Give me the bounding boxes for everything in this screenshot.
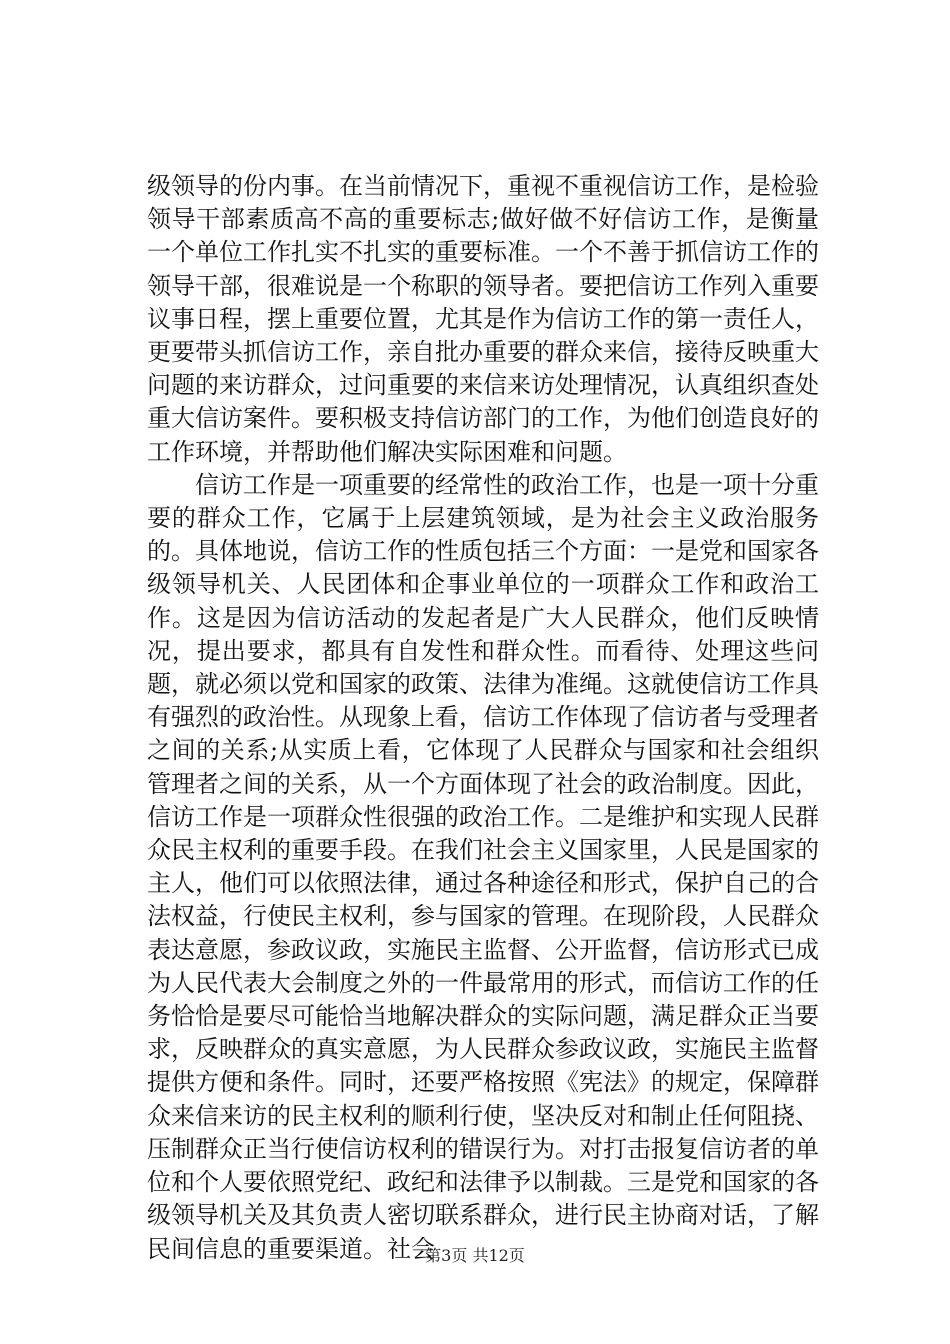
- paragraph-1: 级领导的份内事。在当前情况下，重视不重视信访工作，是检验领导干部素质高不高的重要标志;做好做不好信访工作，是衡量一个单位工作扎实不扎实的重要标准。一个不善于抓信访工作的领导干部，很难说是一个称职的领导者。要把信访工作列入重要议事日程，摆上重要位置，尤其是作为信访工作的第一责任人，更要带头抓信访工作，亲自批办重要的群众来信，接待反映重大问题的来访群众，过问重要的来信来访处理情况，认真组织查处重大信访案件。要积极支持信访部门的工作，为他们创造良好的工作环境，并帮助他们解决实际困难和问题。: [147, 172, 819, 466]
- paragraph-2: 信访工作是一项重要的经常性的政治工作，也是一项十分重要的群众工作，它属于上层建筑领域，是为社会主义政治服务的。具体地说，信访工作的性质包括三个方面：一是党和国家各级领导机关、人民团体和企事业单位的一项群众工作和政治工作。这是因为信访活动的发起者是广大人民群众，他们反映情况，提出要求，都具有自发性和群众性。而看待、处理这些问题，就必须以党和国家的政策、法律为准绳。这就使信访工作具有强烈的政治性。从现象上看，信访工作体现了信访者与受理者之间的关系;从实质上看，它体现了人民群众与国家和社会组织管理者之间的关系，从一个方面体现了社会的政治制度。因此，信访工作是一项群众性很强的政治工作。二是维护和实现人民群众民主权利的重要手段。在我们社会主义国家里，人民是国家的主人，他们可以依照法律，通过各种途径和形式，保护自己的合法权益，行使民主权利，参与国家的管理。在现阶段，人民群众表达意愿，参政议政，实施民主监督、公开监督，信访形式已成为人民代表大会制度之外的一件最常用的形式，而信访工作的任务恰恰是要尽可能恰当地解决群众的实际问题，满足群众正当要求，反映群众的真实意愿，为人民群众参政议政，实施民主监督提供方便和条件。同时，还要严格按照《宪法》的规定，保障群众来信来访的民主权利的顺利行使，坚决反对和制止任何阻挠、压制群众正当行使信访权利的错误行为。对打击报复信访者的单位和个人要依照党纪、政纪和法律予以制裁。三是党和国家的各级领导机关及其负责人密切联系群众，进行民主协商对话，了解民间信息的重要渠道。社会: [147, 470, 819, 1263]
- page-footer: 第3页 共12页: [425, 1246, 525, 1265]
- document-body: [147, 170, 819, 1266]
